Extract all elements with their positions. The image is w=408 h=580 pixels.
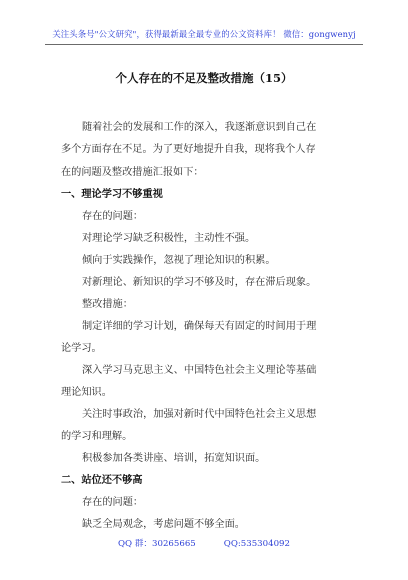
header-note: 关注头条号"公文研究"，获得最新最全最专业的公文资料库！ 微信：gongwenyj [52,29,356,39]
section2-heading: 二、站位还不够高 [61,474,143,486]
footer-qq: QQ:535304092 [223,539,290,549]
measure-1-line-2: 论学习。 [61,343,102,354]
intro-line-1: 随着社会的发展和工作的深入，我逐渐意识到自己在 [82,122,317,133]
measure-2-line-1: 深入学习马克思主义、中国特色社会主义理论等基础 [82,365,317,376]
section2-problems-label: 存在的问题： [82,497,144,508]
section1-heading: 一、理论学习不够重视 [61,188,163,200]
section1-problem-2: 倾向于实践操作，忽视了理论知识的积累。 [82,255,276,266]
section1-problems-label: 存在的问题： [82,211,144,222]
section2-problem-1: 缺乏全局观念，考虑问题不够全面。 [82,519,245,530]
intro-line-3: 在的问题及整改措施汇报如下： [61,167,204,178]
measure-4-line-1: 积极参加各类讲座、培训，拓宽知识面。 [82,453,266,464]
section1-problem-3: 对新理论、新知识的学习不够及时，存在滞后现象。 [82,277,317,288]
footer-qq-group: QQ 群：30265665 [118,539,196,549]
intro-line-2: 多个方面存在不足。为了更好地提升自我，现将我个人存 [61,144,316,155]
header-divider [45,44,363,45]
section1-problem-1: 对理论学习缺乏积极性，主动性不强。 [82,233,256,244]
measure-3-line-1: 关注时事政治，加强对新时代中国特色社会主义思想 [82,409,317,420]
measure-3-line-2: 的学习和理解。 [61,431,133,442]
footer-contact [0,537,408,549]
section1-measures-label: 整改措施： [82,299,133,310]
measure-1-line-1: 制定详细的学习计划，确保每天有固定的时间用于理 [82,321,317,332]
measure-2-line-2: 理论知识。 [61,387,112,398]
document-title: 个人存在的不足及整改措施（15） [115,71,293,85]
